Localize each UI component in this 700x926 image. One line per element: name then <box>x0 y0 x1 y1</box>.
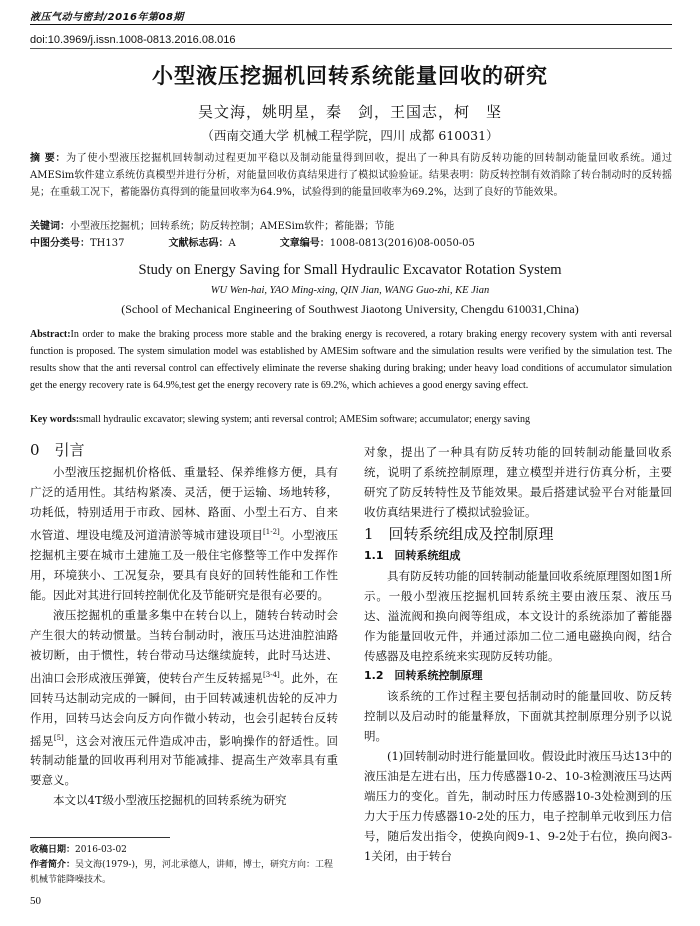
affiliation-en: (School of Mechanical Engineering of Southwest Jiaotong University, Chengdu 610031,China) <box>121 302 579 316</box>
journal-header: 液压气动与密封/2016年第08期 <box>30 12 184 23</box>
authors-en: WU Wen-hai, YAO Ming-xing, QIN Jian, WANG Guo-zhi, KE Jian <box>210 285 490 296</box>
citation[interactable]: [3-4] <box>263 670 280 679</box>
authors-cn: 吴文海，姚明星，秦 剑，王国志，柯 坚 <box>197 103 502 121</box>
abstract-cn <box>30 150 672 201</box>
abstract-en-text: In order to make the braking process more stable and the braking energy is recovered, a rotary braking energy recovery system with anti reversal function is proposed. The system simulation model was established by AMESim software and the simulation results were verified by the simulation test. The results show that the anti reversal control can effectively eliminate the reverse shaking during braking; under heavy load conditions of accumulator simulation get the energy recovery rate is 64.9%,test get the energy recovery rate is 69.2%, which achieves a good energy saving effect. <box>30 329 672 391</box>
affiliation-cn: （西南交通大学 机械工程学院，四川 成都 610031） <box>201 128 499 143</box>
keywords-en-text: small hydraulic excavator; slewing system; anti reversal control; AMESim software; accumulator; energy saving <box>79 414 530 425</box>
body-paragraph: 该系统的工作过程主要包括制动时的能量回收、防反转控制以及启动时的能量释放，下面就其控制原理分别予以说明。 <box>364 689 672 743</box>
left-column <box>30 438 338 810</box>
doi-rule <box>30 48 672 49</box>
keywords-en-label: Key words: <box>30 414 80 425</box>
body-paragraph: 本文以4T级小型液压挖掘机的回转系统为研究 <box>53 793 287 808</box>
subsection-heading-1-1: 1.1 回转系统组成 <box>364 549 461 562</box>
doi[interactable]: doi:10.3969/j.issn.1008-0813.2016.08.016 <box>30 34 236 46</box>
abstract-en-label: Abstract: <box>30 329 71 340</box>
paper-title-cn: 小型液压挖掘机回转系统能量回收的研究 <box>152 64 548 88</box>
doc-code-value: A <box>228 238 236 249</box>
keywords-cn-label: 关键词： <box>30 221 70 232</box>
footnote-rule <box>30 837 170 838</box>
body-paragraph: 小型液压挖掘机价格低、重量轻、保养维修方便，具有广泛的适用性。其结构紧凑、灵活，便于运输、场地转移，功耗低，特别适用于市政、园林、路面、小型土石方、自来水管道、埋设电缆及河道清淤等城市建设项目[1-2]。小型液压挖掘机主要在城市土建施工及一般住宅修整等工作中发挥作用，环境狭小、工况复杂，要具有良好的回转性能和工作性能。因此对其进行回转控制优化及节能研究是很有必要的。 <box>30 465 339 602</box>
right-column <box>364 442 672 866</box>
keywords-cn-text: 小型液压挖掘机；回转系统；防反转控制；AMESim软件；蓄能器；节能 <box>70 221 395 232</box>
paper-title-en: Study on Energy Saving for Small Hydraulic Excavator Rotation System <box>138 262 562 278</box>
section-heading-intro: 0 引言 <box>30 441 85 459</box>
section-heading-1: 1 回转系统组成及控制原理 <box>364 525 554 543</box>
body-paragraph: 具有防反转功能的回转制动能量回收系统原理图如图1所示。一般小型液压挖掘机回转系统主要由液压泵、液压马达、溢流阀和换向阀等组成，本文设计的系统添加了蓄能器作为能量回收元件，并通过添加二位二通电磁换向阀，结合传感器及电控系统来实现防反转功能。 <box>364 569 672 663</box>
keywords-cn <box>30 218 672 235</box>
abstract-cn-text: 为了使小型液压挖掘机回转制动过程更加平稳以及制动能量得到回收，提出了一种具有防反转功能的回转制动能量回收系统。通过AMESim软件建立系统仿真模型并进行分析，对能量回收仿真结果进行了模拟试验验证。结果表明：防反转控制有效消除了转台制动时的反转摇晃；在重载工况下，蓄能器仿真得到的能量回收率为64.9%，试验得到的能量回收率为69.2%，达到了良好的节能效果。 <box>30 153 673 198</box>
body-paragraph: (1)回转制动时进行能量回收。假设此时液压马达13中的液压油是左进右出，压力传感器10-2、10-3检测液压马达两端压力的变化。首先，制动时压力传感器10-3处检测到的压力大于压力传感器10-2处的压力，电子控制单元收到压力信号，随后发出指令，使换向阀9-1、9-2处于右位，换向阀3-1关闭，由于转台 <box>364 749 672 863</box>
clc-value: TH137 <box>90 238 125 249</box>
subsection-heading-1-2: 1.2 回转系统控制原理 <box>364 669 483 682</box>
abstract-cn-label: 摘 要： <box>30 153 67 164</box>
footnote-author: 作者简介：吴文海(1979-)，男，河北承德人，讲师，博士，研究方向：工程机械节能降噪技术。 <box>30 860 333 885</box>
article-no-label: 文章编号： <box>279 238 330 249</box>
clc-label: 中图分类号： <box>30 238 90 249</box>
classification-line <box>30 235 672 252</box>
keywords-en <box>30 411 672 428</box>
header-rule <box>30 24 672 25</box>
citation[interactable]: [1-2] <box>263 528 280 536</box>
article-no-value: 1008-0813(2016)08-0050-05 <box>329 238 475 249</box>
page-number: 50 <box>30 895 41 907</box>
body-paragraph: 对象，提出了一种具有防反转功能的回转制动能量回收系统，说明了系统控制原理，建立模型并进行仿真分析，主要研究了防反转特性及节能效果。最后搭建试验平台对能量回收仿真结果进行了模拟试验验证。 <box>364 445 672 519</box>
citation[interactable]: [5] <box>53 733 64 742</box>
doc-code-label: 文献标志码： <box>168 238 229 249</box>
footnote-received: 收稿日期：2016-03-02 <box>30 845 127 855</box>
body-paragraph: 液压挖掘机的重量多集中在转台以上，随转台转动时会产生很大的转动惯量。当转台制动时，液压马达进油腔油路被切断，由于惯性，转台带动马达继续旋转，此时马达进、出油口会形成液压弹簧，使转台产生反转摇晃[3-4]。此外，在回转马达制动完成的一瞬间，由于回转减速机齿轮的反冲力作用，回转马达会向反方向作微小转动，也会引起转台反转摇晃[5]，这会对液压元件造成冲击，影响操作的舒适性。回转制动能量的回收再利用对节能减排、提高生产效率具有重要意义。 <box>30 607 339 788</box>
abstract-en <box>30 326 672 394</box>
